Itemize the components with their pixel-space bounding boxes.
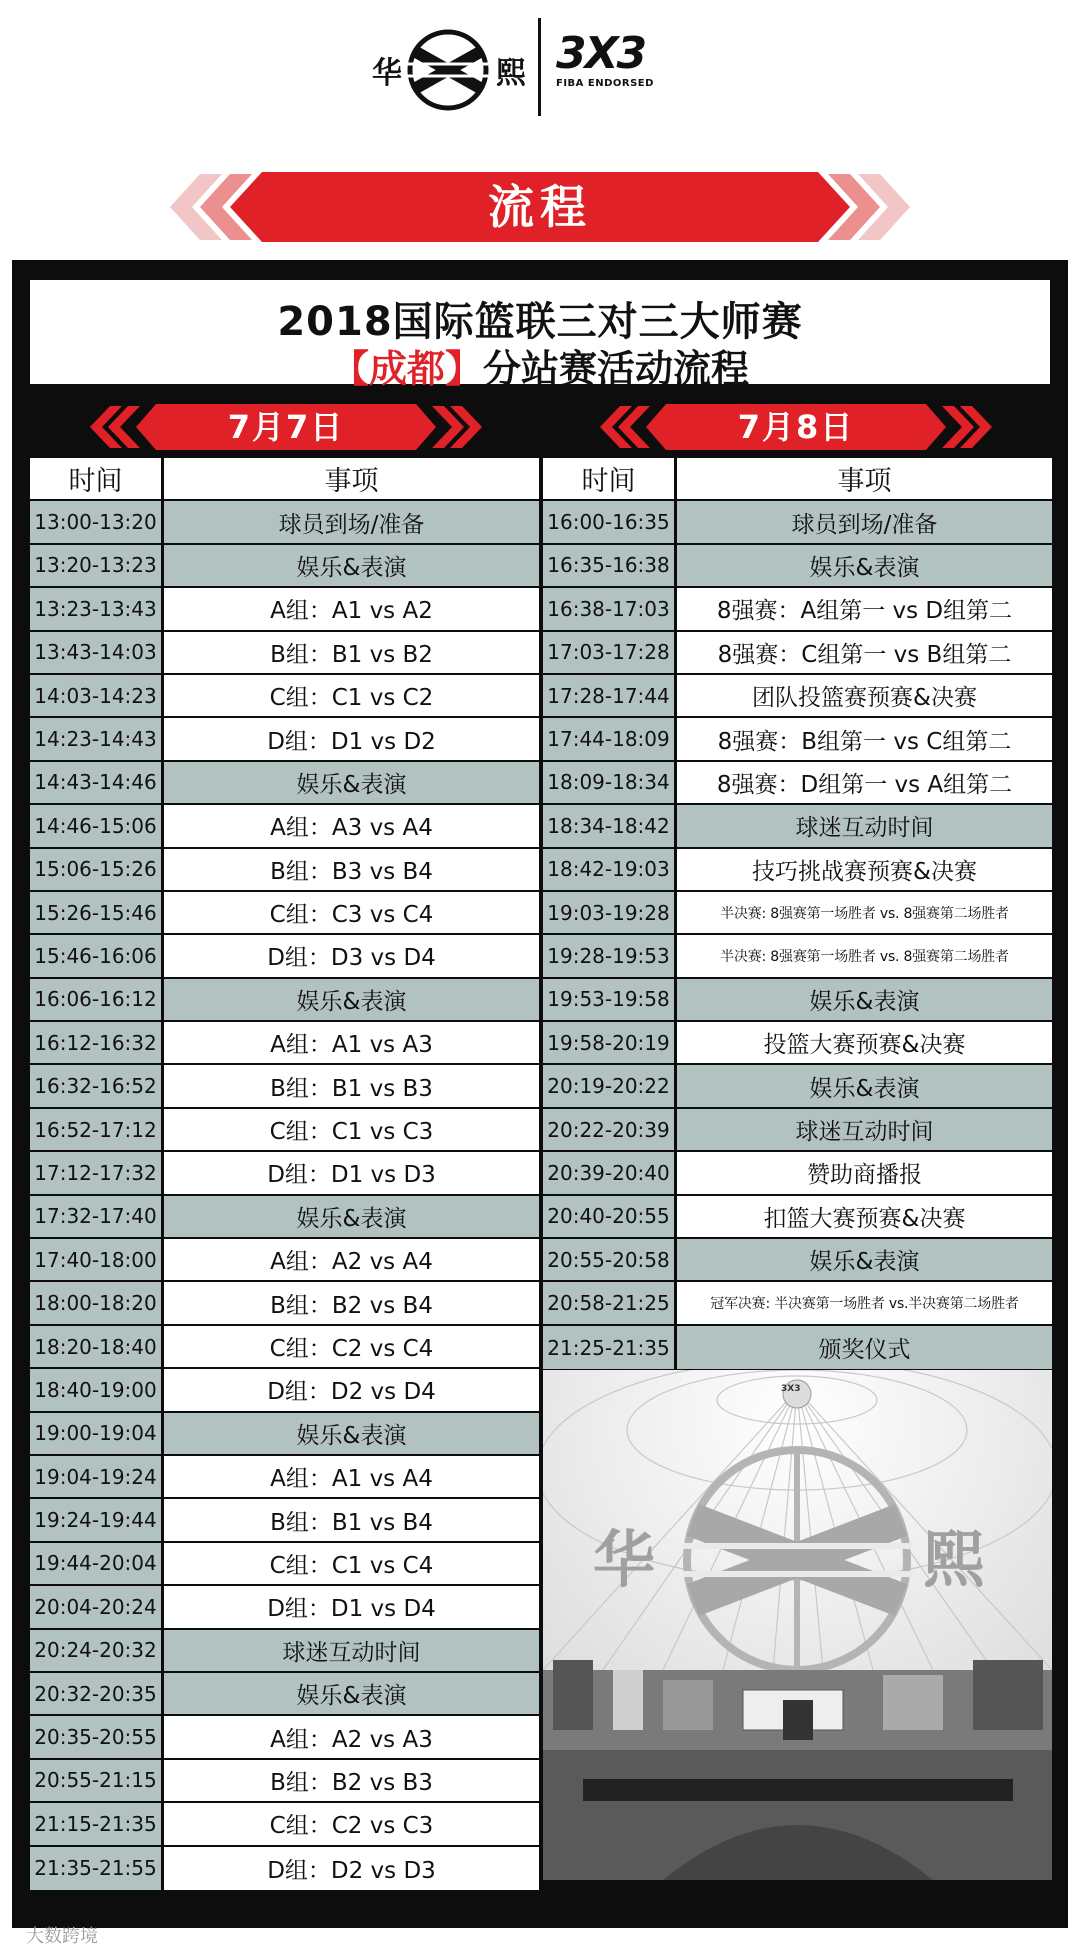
table-row [30,1760,539,1803]
table-row [543,1109,1052,1152]
time-cell: 20:55-21:15 [30,1760,164,1801]
board-title [30,280,1050,391]
time-cell: 16:35-16:38 [543,545,677,586]
event-cell: B组：B1 vs B4 [164,1499,539,1540]
time-cell: 20:19-20:22 [543,1065,677,1106]
event-cell: D组：D2 vs D3 [164,1847,539,1890]
table-row [30,1456,539,1499]
time-cell: 16:38-17:03 [543,588,677,629]
column-header-time: 时间 [30,458,164,499]
table-row [30,1716,539,1759]
huaxi-logo-char-right: 熙 [496,56,526,91]
table-row [543,1282,1052,1325]
table-row [543,501,1052,544]
event-cell: C组：C2 vs C3 [164,1803,539,1844]
time-cell: 17:28-17:44 [543,675,677,716]
time-cell: 20:22-20:39 [543,1109,677,1150]
event-cell: A组：A2 vs A3 [164,1716,539,1757]
time-cell: 14:46-15:06 [30,805,164,846]
time-cell: 19:03-19:28 [543,892,677,933]
event-cell: 技巧挑战赛预赛&决赛 [677,849,1052,890]
day2-label: 7月8日 [737,408,855,446]
column-header-event: 事项 [164,458,539,499]
venue-photo-huaxi-logo [593,1500,1003,1620]
time-cell: 19:04-19:24 [30,1456,164,1497]
time-cell: 20:24-20:32 [30,1630,164,1671]
event-cell: D组：D1 vs D3 [164,1152,539,1193]
event-cell: 娱乐&表演 [677,1065,1052,1106]
table-row [30,805,539,848]
event-cell: A组：A3 vs A4 [164,805,539,846]
time-cell: 20:39-20:40 [543,1152,677,1193]
table-row [30,1196,539,1239]
event-cell: 半决赛: 8强赛第一场胜者 vs. 8强赛第二场胜者 [677,892,1052,933]
venue-photo-logo-char-left: 华 [593,1523,656,1596]
venue-photo-logo-char-right: 熙 [923,1523,986,1596]
table-row [543,849,1052,892]
board-title-city: 【成都】 [330,347,483,391]
event-cell: 赞助商播报 [677,1152,1052,1193]
time-cell: 13:20-13:23 [30,545,164,586]
table-row [30,1109,539,1152]
event-cell: 8强赛：A组第一 vs D组第二 [677,588,1052,629]
time-cell: 14:03-14:23 [30,675,164,716]
event-cell: B组：B1 vs B3 [164,1065,539,1106]
event-cell: 冠军决赛: 半决赛第一场胜者 vs.半决赛第二场胜者 [677,1282,1052,1323]
table-row [543,675,1052,718]
event-cell: 娱乐&表演 [164,1413,539,1454]
table-row [543,632,1052,675]
table-row [30,1239,539,1282]
table-row [30,1326,539,1369]
table-row [543,545,1052,588]
event-cell: C组：C3 vs C4 [164,892,539,933]
table-row [30,892,539,935]
event-cell: D组：D1 vs D2 [164,718,539,759]
time-cell: 21:35-21:55 [30,1847,164,1890]
venue-photo-illustration [543,1370,1052,1880]
table-row [30,501,539,544]
table-row [30,1152,539,1195]
event-cell: 娱乐&表演 [164,1196,539,1237]
time-cell: 17:32-17:40 [30,1196,164,1237]
table-row [30,632,539,675]
event-cell: 团队投篮赛预赛&决赛 [677,675,1052,716]
time-cell: 13:23-13:43 [30,588,164,629]
event-cell: A组：A2 vs A4 [164,1239,539,1280]
time-cell: 18:34-18:42 [543,805,677,846]
fiba-3x3-logo [556,30,676,110]
event-cell: B组：B2 vs B4 [164,1282,539,1323]
event-cell: B组：B3 vs B4 [164,849,539,890]
event-cell: 8强赛：C组第一 vs B组第二 [677,632,1052,673]
table-row [30,1369,539,1412]
event-cell: 球迷互动时间 [677,1109,1052,1150]
table-row [30,1630,539,1673]
time-cell: 19:28-19:53 [543,935,677,976]
venue-photo [543,1370,1052,1880]
day1-label: 7月7日 [227,408,345,446]
table-row [30,1065,539,1108]
table-row [543,1022,1052,1065]
table-row [543,718,1052,761]
time-cell: 19:24-19:44 [30,1499,164,1540]
event-cell: 颁奖仪式 [677,1326,1052,1369]
event-cell: A组：A1 vs A2 [164,588,539,629]
table-row [30,1673,539,1716]
header-logos [0,0,1080,140]
time-cell: 13:00-13:20 [30,501,164,542]
day2-schedule-table [543,458,1052,1369]
table-header-row [30,458,539,501]
time-cell: 16:06-16:12 [30,979,164,1020]
event-cell: 娱乐&表演 [677,979,1052,1020]
time-cell: 18:40-19:00 [30,1369,164,1410]
event-cell: 娱乐&表演 [164,762,539,803]
time-cell: 15:46-16:06 [30,935,164,976]
event-cell: 球迷互动时间 [164,1630,539,1671]
banner-title: 流程 [488,180,592,234]
day1-schedule-table [30,458,539,1890]
huaxi-x-mark-icon [402,28,494,112]
huaxi-logo-char-left: 华 [372,56,402,91]
table-row [30,675,539,718]
time-cell: 20:40-20:55 [543,1196,677,1237]
time-cell: 15:26-15:46 [30,892,164,933]
table-row [543,892,1052,935]
event-cell: 8强赛：D组第一 vs A组第二 [677,762,1052,803]
column-header-event: 事项 [677,458,1052,499]
table-row [543,979,1052,1022]
table-row [30,762,539,805]
event-cell: 半决赛: 8强赛第一场胜者 vs. 8强赛第二场胜者 [677,935,1052,976]
time-cell: 17:12-17:32 [30,1152,164,1193]
venue-photo-badge: 3X3 [781,1384,801,1394]
time-cell: 14:23-14:43 [30,718,164,759]
table-row [543,935,1052,978]
time-cell: 13:43-14:03 [30,632,164,673]
event-cell: 娱乐&表演 [164,979,539,1020]
event-cell: 娱乐&表演 [164,545,539,586]
event-cell: D组：D1 vs D4 [164,1586,539,1627]
fiba-endorsed-text: FIBA ENDORSED [556,78,654,89]
table-row [30,588,539,631]
time-cell: 20:55-20:58 [543,1239,677,1280]
event-cell: 娱乐&表演 [164,1673,539,1714]
time-cell: 16:12-16:32 [30,1022,164,1063]
table-row [30,1282,539,1325]
time-cell: 19:44-20:04 [30,1543,164,1584]
board-title-line2 [30,338,1050,393]
event-cell: B组：B1 vs B2 [164,632,539,673]
huaxi-logo [372,28,526,112]
time-cell: 20:04-20:24 [30,1586,164,1627]
time-cell: 16:00-16:35 [543,501,677,542]
time-cell: 18:00-18:20 [30,1282,164,1323]
time-cell: 20:32-20:35 [30,1673,164,1714]
event-cell: D组：D2 vs D4 [164,1369,539,1410]
event-cell: 娱乐&表演 [677,545,1052,586]
time-cell: 19:00-19:04 [30,1413,164,1454]
board-title-line2-rest: 分站赛活动流程 [483,347,750,391]
event-cell: 娱乐&表演 [677,1239,1052,1280]
day2-header [540,396,1052,458]
event-cell: 扣篮大赛预赛&决赛 [677,1196,1052,1237]
time-cell: 18:09-18:34 [543,762,677,803]
column-header-time: 时间 [543,458,677,499]
time-cell: 20:58-21:25 [543,1282,677,1323]
table-row [543,762,1052,805]
table-row [543,1152,1052,1195]
time-cell: 19:53-19:58 [543,979,677,1020]
board-title-line1: 2018国际篮联三对三大师赛 [277,299,803,345]
event-cell: A组：A1 vs A4 [164,1456,539,1497]
table-row [30,1022,539,1065]
time-cell: 15:06-15:26 [30,849,164,890]
event-cell: B组：B2 vs B3 [164,1760,539,1801]
event-cell: C组：C1 vs C4 [164,1543,539,1584]
event-cell: 球员到场/准备 [677,501,1052,542]
table-row [543,588,1052,631]
time-cell: 17:40-18:00 [30,1239,164,1280]
table-row [30,1413,539,1456]
time-cell: 19:58-20:19 [543,1022,677,1063]
time-cell: 18:42-19:03 [543,849,677,890]
event-cell: 球员到场/准备 [164,501,539,542]
table-row [30,1499,539,1542]
table-row [30,935,539,978]
table-row [543,1196,1052,1239]
table-row [30,545,539,588]
table-row [30,718,539,761]
table-row [30,1847,539,1890]
event-cell: 8强赛：B组第一 vs C组第二 [677,718,1052,759]
time-cell: 14:43-14:46 [30,762,164,803]
flow-banner [170,168,910,246]
watermark-text: 大数跨境 [26,1926,98,1947]
table-row [30,1803,539,1846]
event-cell: D组：D3 vs D4 [164,935,539,976]
table-row [30,849,539,892]
logo-divider [538,18,541,116]
table-row [30,979,539,1022]
day1-header [30,396,542,458]
event-cell: C组：C1 vs C3 [164,1109,539,1150]
time-cell: 17:03-17:28 [543,632,677,673]
time-cell: 16:32-16:52 [30,1065,164,1106]
table-row [543,805,1052,848]
table-row [543,1065,1052,1108]
table-row [543,1326,1052,1369]
event-cell: C组：C2 vs C4 [164,1326,539,1367]
time-cell: 17:44-18:09 [543,718,677,759]
time-cell: 21:15-21:35 [30,1803,164,1844]
event-cell: 球迷互动时间 [677,805,1052,846]
time-cell: 18:20-18:40 [30,1326,164,1367]
time-cell: 21:25-21:35 [543,1326,677,1369]
fiba-3x3-mark: 3X3 [556,28,646,79]
time-cell: 20:35-20:55 [30,1716,164,1757]
event-cell: A组：A1 vs A3 [164,1022,539,1063]
table-row [543,1239,1052,1282]
table-header-row [543,458,1052,501]
event-cell: C组：C1 vs C2 [164,675,539,716]
table-row [30,1543,539,1586]
table-row [30,1586,539,1629]
time-cell: 16:52-17:12 [30,1109,164,1150]
event-cell: 投篮大赛预赛&决赛 [677,1022,1052,1063]
